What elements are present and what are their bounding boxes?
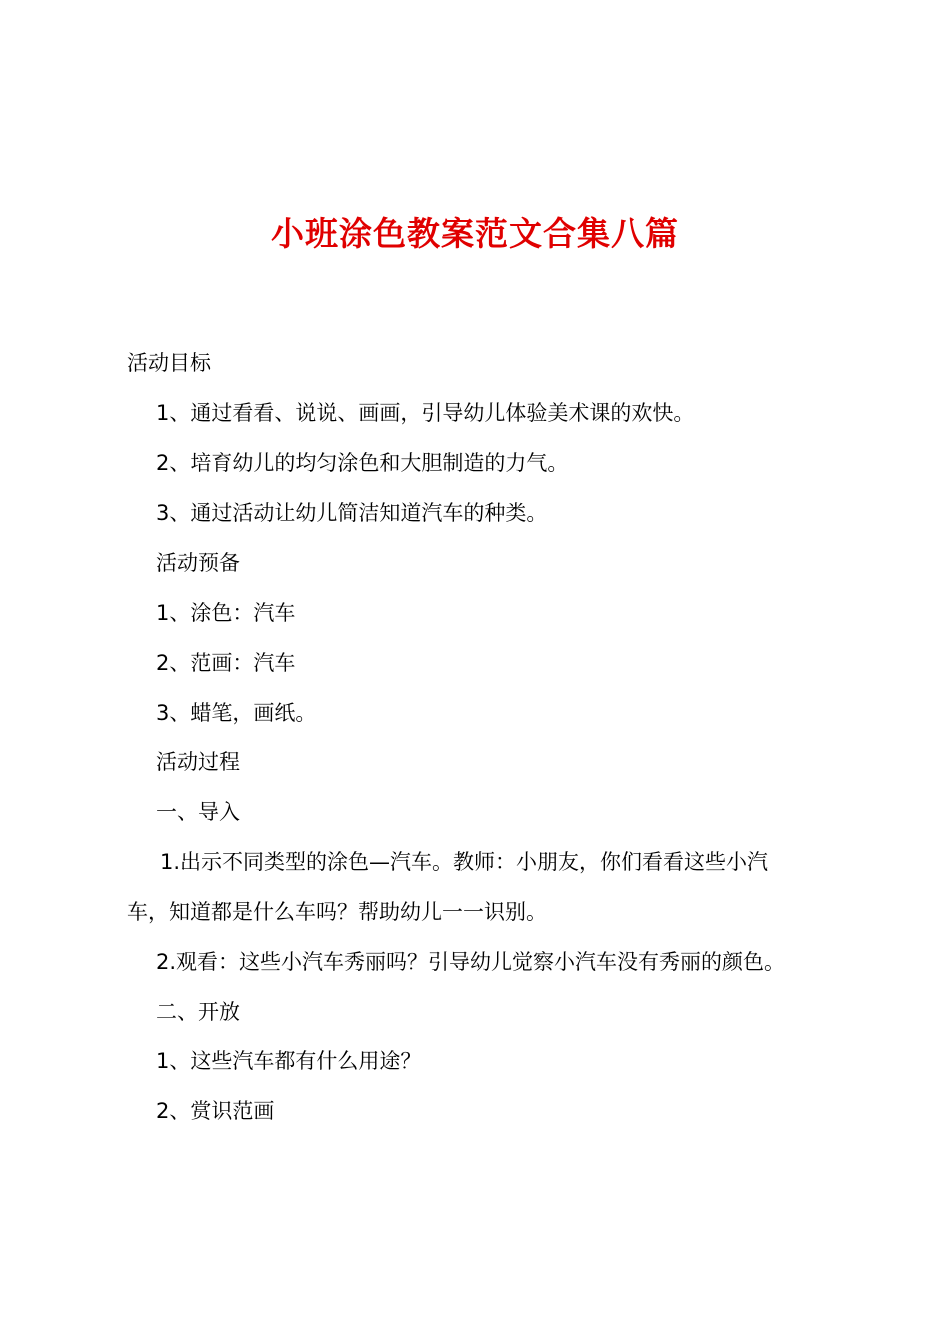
heading-activity-goals: 活动目标 [127, 351, 211, 375]
process-step-2: 2.观看：这些小汽车秀丽吗？引导幼儿觉察小汽车没有秀丽的颜色。 [156, 950, 786, 974]
process-question-2: 2、赏识范画 [156, 1099, 275, 1123]
goal-item-2: 2、培育幼儿的均匀涂色和大胆制造的力气。 [156, 451, 569, 475]
process-section-2: 二、开放 [156, 1000, 240, 1024]
process-section-1: 一、导入 [156, 800, 240, 824]
process-step-1-line-1: 1.出示不同类型的涂色—汽车。教师：小朋友，你们看看这些小汽 [160, 850, 769, 874]
goal-item-1: 1、通过看看、说说、画画，引导幼儿体验美术课的欢快。 [156, 401, 695, 425]
prep-item-3: 3、蜡笔，画纸。 [156, 701, 317, 725]
prep-item-1: 1、涂色：汽车 [156, 601, 296, 625]
prep-item-2: 2、范画：汽车 [156, 651, 296, 675]
process-question-1: 1、这些汽车都有什么用途？ [156, 1049, 422, 1073]
heading-activity-process: 活动过程 [156, 750, 240, 774]
goal-item-3: 3、通过活动让幼儿简洁知道汽车的种类。 [156, 501, 548, 525]
document-title: 小班涂色教案范文合集八篇 [271, 214, 679, 253]
process-step-1-line-2: 车，知道都是什么车吗？帮助幼儿一一识别。 [127, 900, 547, 924]
heading-activity-preparation: 活动预备 [156, 551, 240, 575]
